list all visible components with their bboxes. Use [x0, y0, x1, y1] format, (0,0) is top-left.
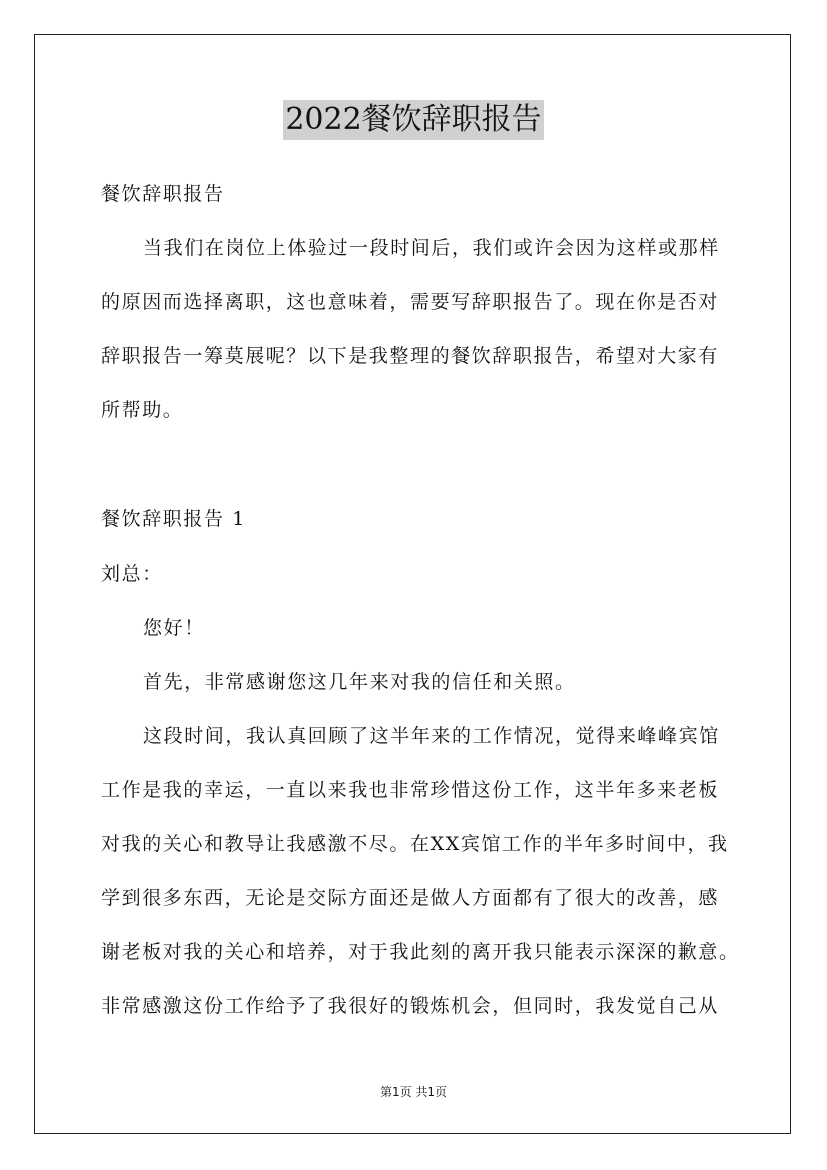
paragraph-2-line-5: 谢老板对我的关心和培养，对于我此刻的离开我只能表示深深的歉意。: [101, 941, 740, 963]
paragraph-2-line-4: 学到很多东西，无论是交际方面还是做人方面都有了很大的改善，感: [101, 887, 720, 909]
intro-line-3: 辞职报告一筹莫展呢？以下是我整理的餐饮辞职报告，希望对大家有: [101, 345, 720, 367]
title-container: [0, 100, 827, 140]
salutation: 刘总：: [101, 563, 163, 585]
paragraph-2-line-6: 非常感激这份工作给予了我很好的锻炼机会，但同时，我发觉自己从: [101, 995, 720, 1017]
paragraph-2-line-3: 对我的关心和教导让我感激不尽。在XX宾馆工作的半年多时间中，我: [101, 833, 729, 855]
paragraph-2-line-2: 工作是我的幸运，一直以来我也非常珍惜这份工作，这半年多来老板: [101, 779, 720, 801]
page-footer: 第1页 共1页: [379, 1085, 448, 1099]
intro-line-4: 所帮助。: [101, 399, 184, 421]
intro-line-2: 的原因而选择离职，这也意味着，需要写辞职报告了。现在你是否对: [101, 291, 720, 313]
section-title: 餐饮辞职报告 1: [101, 508, 246, 530]
greeting: 您好！: [143, 617, 205, 639]
intro-line-1: 当我们在岗位上体验过一段时间后，我们或许会因为这样或那样: [143, 237, 720, 259]
paragraph-1: 首先，非常感谢您这几年来对我的信任和关照。: [143, 671, 576, 693]
document-title: 2022餐饮辞职报告: [283, 100, 543, 140]
paragraph-2-line-1: 这段时间，我认真回顾了这半年来的工作情况，觉得来峰峰宾馆: [143, 725, 720, 747]
document-heading: 餐饮辞职报告: [101, 183, 225, 205]
